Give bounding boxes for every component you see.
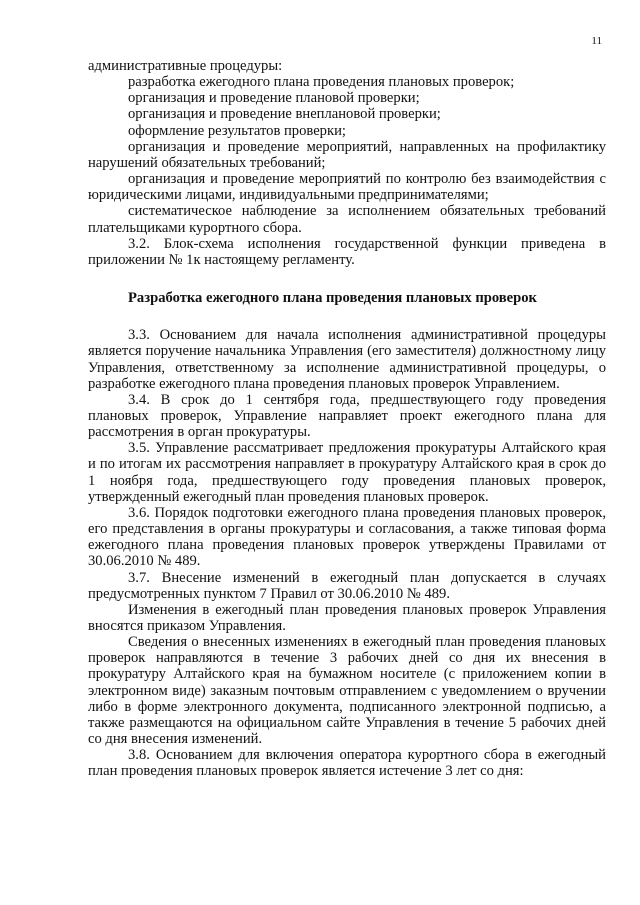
paragraph-3-2: 3.2. Блок-схема исполнения государственной функции приведена в приложении № 1к настоящему регламенту. (88, 235, 606, 268)
paragraph-3-6: 3.6. Порядок подготовки ежегодного плана проведения плановых проверок, его представления в органы прокуратуры и согласования, а также типовая форма ежегодного плана проведения плановых проверок утверждены Правилами от 30.06.2010 № 489. (88, 504, 606, 570)
paragraph-3-3: 3.3. Основанием для начала исполнения административной процедуры является поручение начальника Управления (его заместителя) должностному лицу Управления, ответственному за исполнение административной процедуры, о разработке ежегодного плана проведения плановых проверок Управлением. (88, 327, 606, 392)
paragraph-3-8: 3.8. Основанием для включения оператора курортного сбора в ежегодный план проведения плановых проверок является истечение 3 лет со дня: (88, 747, 606, 780)
paragraph-3-5: 3.5. Управление рассматривает предложения прокуратуры Алтайского края и по итогам их рассмотрения направляет в прокуратуру Алтайского края в срок до 1 ноября года, предшествующего году проведения плановых проверок, утвержденный ежегодный план проведения плановых проверок. (88, 440, 606, 505)
paragraph-3-4: 3.4. В срок до 1 сентября года, предшествующего году проведения плановых проверок, Управление направляет проект ежегодного плана для рассмотрения в орган прокуратуры. (88, 391, 606, 441)
paragraph-3-7: 3.7. Внесение изменений в ежегодный план допускается в случаях предусмотренных пунктом 7 Правил от 30.06.2010 № 489. (88, 569, 606, 602)
procedure-item: разработка ежегодного плана проведения плановых проверок; (128, 74, 515, 91)
document-body (88, 58, 606, 780)
procedures-intro: административные процедуры: (88, 58, 283, 74)
paragraph-changes-info: Сведения о внесенных изменениях в ежегодный план проведения плановых проверок направляются в течение 3 рабочих дней со дня их внесения в прокуратуру Алтайского края на бумажном носителе (с приложением копии в электронном виде) заказным почтовым отправлением с уведомлением о вручении либо в форме электронного документа, подписанного электронной подписью, а также размещаются на официальном сайте Управления в течение 5 рабочих дней со дня внесения изменений. (88, 634, 606, 748)
procedure-item: организация и проведение плановой проверки; (128, 90, 420, 107)
page-number: 11 (591, 35, 602, 47)
procedure-item: оформление результатов проверки; (128, 122, 346, 139)
procedure-item: систематическое наблюдение за исполнением обязательных требований плательщиками курортного сбора. (88, 203, 606, 236)
procedure-item: организация и проведение мероприятий по контролю без взаимодействия с юридическими лицами, индивидуальными предпринимателями; (88, 171, 606, 204)
paragraph-changes-order: Изменения в ежегодный план проведения плановых проверок Управления вносятся приказом Управления. (88, 601, 606, 634)
procedure-item: организация и проведение мероприятий, направленных на профилактику нарушений обязательных требований; (88, 138, 606, 171)
section-heading: Разработка ежегодного плана проведения плановых проверок (128, 290, 537, 307)
procedure-item: организация и проведение внеплановой проверки; (128, 106, 441, 123)
